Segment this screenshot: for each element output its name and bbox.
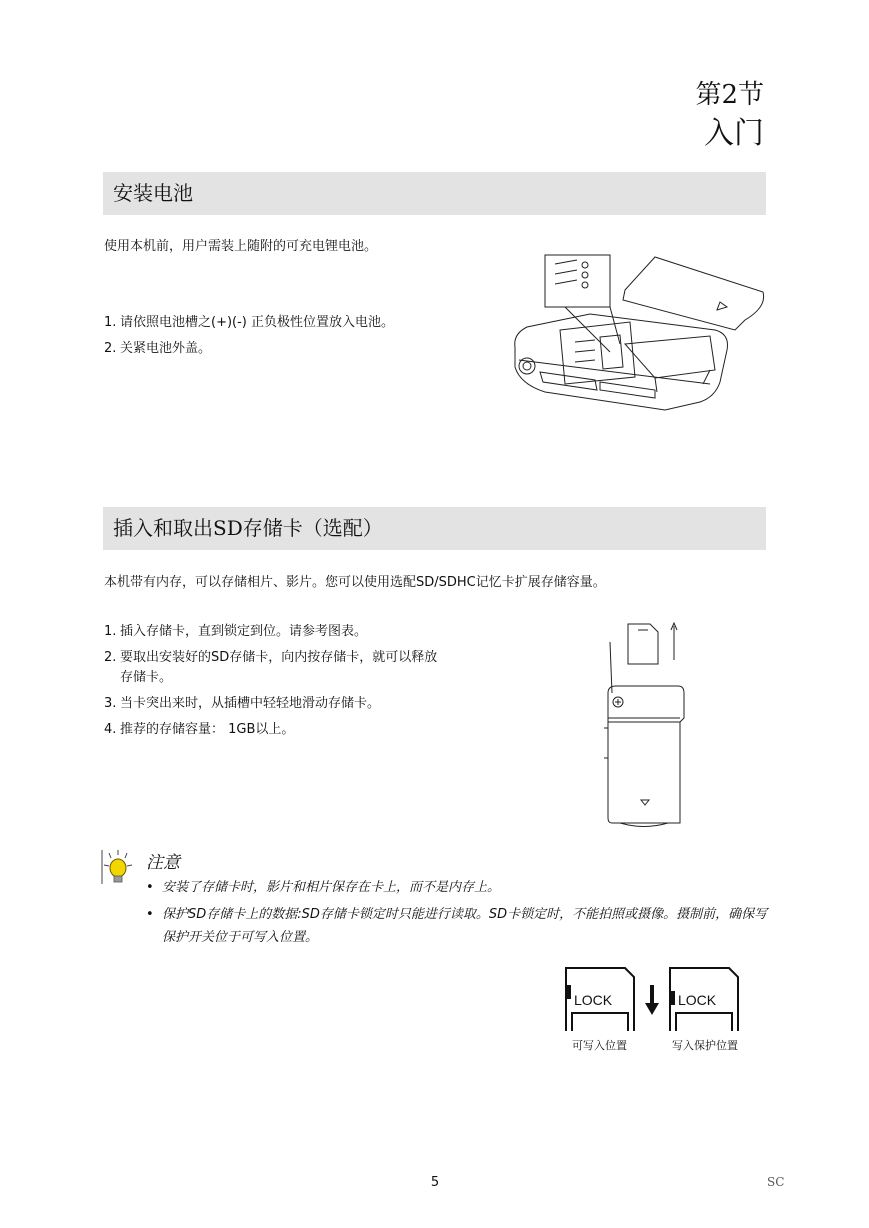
list-item: 2. 要取出安装好的SD存储卡，向内按存储卡，就可以释放 存储卡。 — [104, 650, 438, 685]
battery-install-illustration — [505, 252, 770, 432]
battery-intro: 使用本机前，用户需装上随附的可充电锂电池。 — [104, 239, 378, 254]
note-title: 注意 — [146, 853, 180, 873]
list-item: 2. 关紧电池外盖。 — [104, 341, 212, 356]
language-code: SC — [767, 1175, 785, 1189]
sdcard-insert-illustration — [598, 618, 698, 830]
chapter-number: 第2节 — [695, 80, 764, 110]
section-heading-sdcard: 插入和取出SD存储卡（选配） — [103, 507, 766, 550]
chapter-title: 入门 — [704, 116, 764, 151]
caption-writable: 可写入位置 — [572, 1039, 627, 1052]
lock-label-writable: LOCK — [574, 992, 613, 1008]
battery-steps — [104, 313, 394, 365]
list-item: • 保护SD存储卡上的数据:SD存储卡锁定时只能进行读取。SD卡锁定时，不能拍照或摄像。摄制前，确保写保护开关位于可写入位置。 — [146, 907, 768, 945]
list-item: 1. 请依照电池槽之(+)(-) 正负极性位置放入电池。 — [104, 315, 395, 330]
sdcard-steps — [104, 622, 494, 746]
lightbulb-icon — [100, 848, 136, 886]
list-item: 4. 推荐的存储容量： 1GB以上。 — [104, 722, 295, 737]
list-item: 1. 插入存储卡，直到锁定到位。请参考图表。 — [104, 624, 368, 639]
sdcard-intro: 本机带有内存，可以存储相片、影片。您可以使用选配SD/SDHC记忆卡扩展存储容量。 — [104, 575, 606, 590]
list-item: 3. 当卡突出来时，从插槽中轻轻地滑动存储卡。 — [104, 696, 381, 711]
note-list — [146, 876, 776, 953]
list-item: • 安装了存储卡时，影片和相片保存在卡上，而不是内存上。 — [146, 880, 501, 895]
caption-protected: 写入保护位置 — [672, 1039, 738, 1052]
section-heading-battery: 安装电池 — [103, 172, 766, 215]
page-number: 5 — [430, 1175, 440, 1190]
lock-label-protected: LOCK — [678, 992, 717, 1008]
lock-switch-illustration — [562, 965, 747, 1033]
